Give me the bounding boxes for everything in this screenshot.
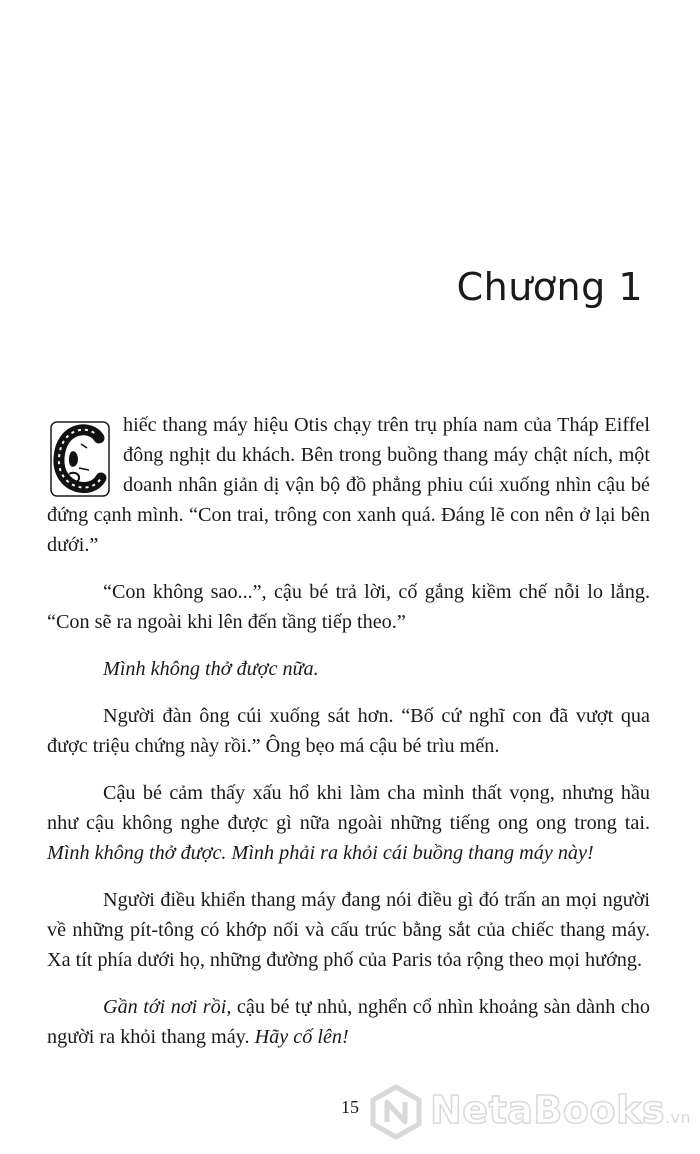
paragraph-1 [47,410,650,560]
paragraph-7-italic-head: Gần tới nơi rồi, [103,996,232,1018]
paragraph-7 [47,992,650,1052]
chapter-body [47,410,650,1069]
paragraph-7-text: cậu bé tự nhủ, nghển cổ nhìn khoảng sàn dành cho người ra khỏi thang máy. [47,996,650,1048]
dropcap-ornament-icon [47,418,113,500]
watermark [366,1082,696,1142]
paragraph-2: “Con không sao...”, cậu bé trả lời, cố gắng kiềm chế nỗi lo lắng. “Con sẽ ra ngoài khi lên đến tầng tiếp theo.” [47,581,650,633]
chapter-title: Chương 1 [456,265,643,309]
paragraph-6: Người điều khiển thang máy đang nói điều gì đó trấn an mọi người về những pít-tông có khớp nối và cấu trúc bằng sắt của chiếc thang máy. Xa tít phía dưới họ, những đường phố của Paris tỏa rộng theo mọi hướng. [47,889,650,971]
paragraph-1-rest: hiếc thang máy hiệu Otis chạy trên trụ phía nam của Tháp Eiffel đông nghịt du khách. Bên trong buồng thang máy chật ních, một doanh nhân giản dị vận bộ đồ phẳng phiu cúi xuống nhìn cậu bé đứng cạnh mình. “Con trai, trông con xanh quá. Đáng lẽ con nên ở lại bên dưới.” [47,414,650,556]
paragraph-5 [47,778,650,868]
watermark-brand: NetaBooks [430,1088,665,1132]
paragraph-5-text: Cậu bé cảm thấy xấu hổ khi làm cha mình thất vọng, nhưng hầu như cậu không nghe được gì nữa ngoài những tiếng ong ong trong tai. [47,782,650,834]
paragraph-7-italic-tail: Hãy cố lên! [254,1026,349,1048]
paragraph-4: Người đàn ông cúi xuống sát hơn. “Bố cứ nghĩ con đã vượt qua được triệu chứng này rồi.” Ông bẹo má cậu bé trìu mến. [47,705,650,757]
watermark-suffix: .vn [664,1108,692,1127]
paragraph-3: Mình không thở được nữa. [103,658,319,680]
paragraph-5-italic: Mình không thở được. Mình phải ra khỏi cái buồng thang máy này! [47,842,594,864]
watermark-text [430,1088,691,1132]
page-number: 15 [341,1097,359,1117]
netabooks-logo-icon [368,1084,424,1140]
